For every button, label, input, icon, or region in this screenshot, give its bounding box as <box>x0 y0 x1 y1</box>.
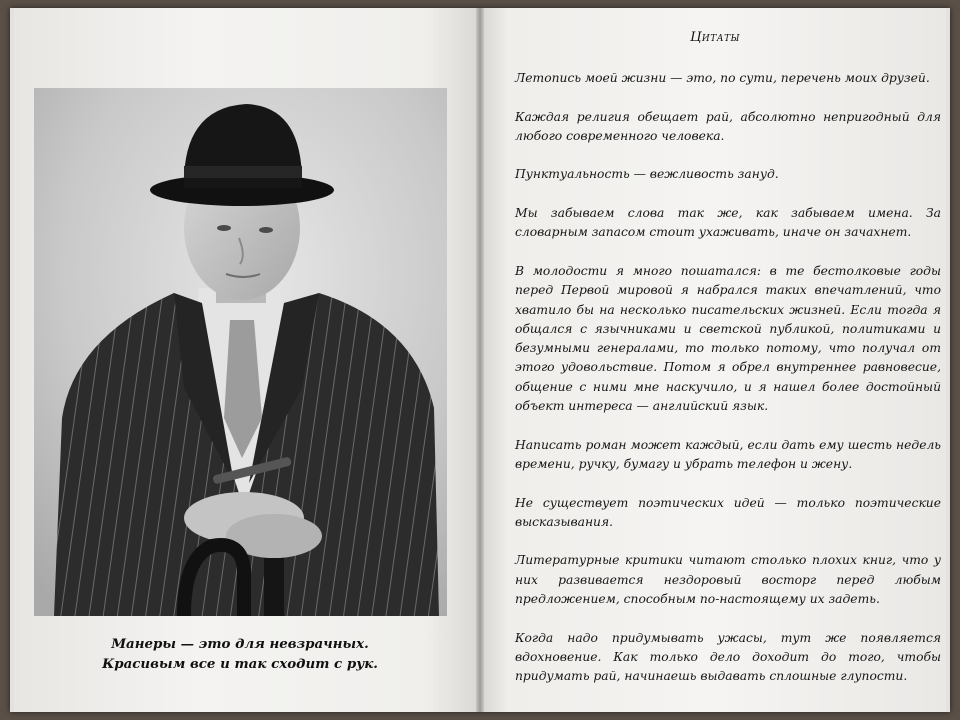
right-page-edge <box>946 8 950 712</box>
quote-item: Литературные критики читают столько плохих книг, что у них развивается нездоровый восторг перед любым предложением, способным по-настоящему их задеть. <box>515 553 941 607</box>
quote-item: Летопись моей жизни — это, по сути, перечень моих друзей. <box>515 71 930 85</box>
quotes-heading: Цитаты <box>690 30 740 45</box>
quote-item: Мы забываем слова так же, как забываем имена. За словарным запасом стоит ухаживать, иначе он зачахнет. <box>515 206 941 240</box>
quote-item: Не существует поэтических идей — только поэтические высказывания. <box>515 495 941 529</box>
quote-item: В молодости я много пошатался: в те бестолковые годы перед Первой мировой я набрался таких впечатлений, что хватило бы на несколько писательских жизней. Если тогда я общался с язычниками и светской публикой, политиками и безумными генералами, то только потому, что получал от этого удовольствие. Потом я обрел внутреннее равновесие, общение с ними мне наскучило, и я нашел более достойный объект интереса — английский язык. <box>515 263 941 414</box>
left-page <box>10 8 480 712</box>
left-page-edge <box>10 8 14 712</box>
portrait-photo <box>34 88 447 616</box>
quote-item: Написать роман может каждый, если дать ему шесть недель времени, ручку, бумагу и убрать телефон и жену. <box>515 437 941 471</box>
quote-item: Когда надо придумывать ужасы, тут же появляется вдохновение. Как только дело доходит до того, чтобы придумать рай, начинаешь выдавать сплошные глупости. <box>515 630 941 684</box>
quotes-list <box>515 69 941 706</box>
caption-line-1: Манеры — это для невзрачных. <box>111 636 369 652</box>
quote-item: Каждая религия обещает рай, абсолютно непригодный для любого современного человека. <box>515 109 941 143</box>
caption-line-2: Красивым все и так сходит с рук. <box>102 656 378 672</box>
quote-item: Пунктуальность — вежливость зануд. <box>515 167 779 182</box>
photo-caption <box>50 634 430 674</box>
book-spine <box>476 8 484 712</box>
open-book <box>10 8 950 712</box>
